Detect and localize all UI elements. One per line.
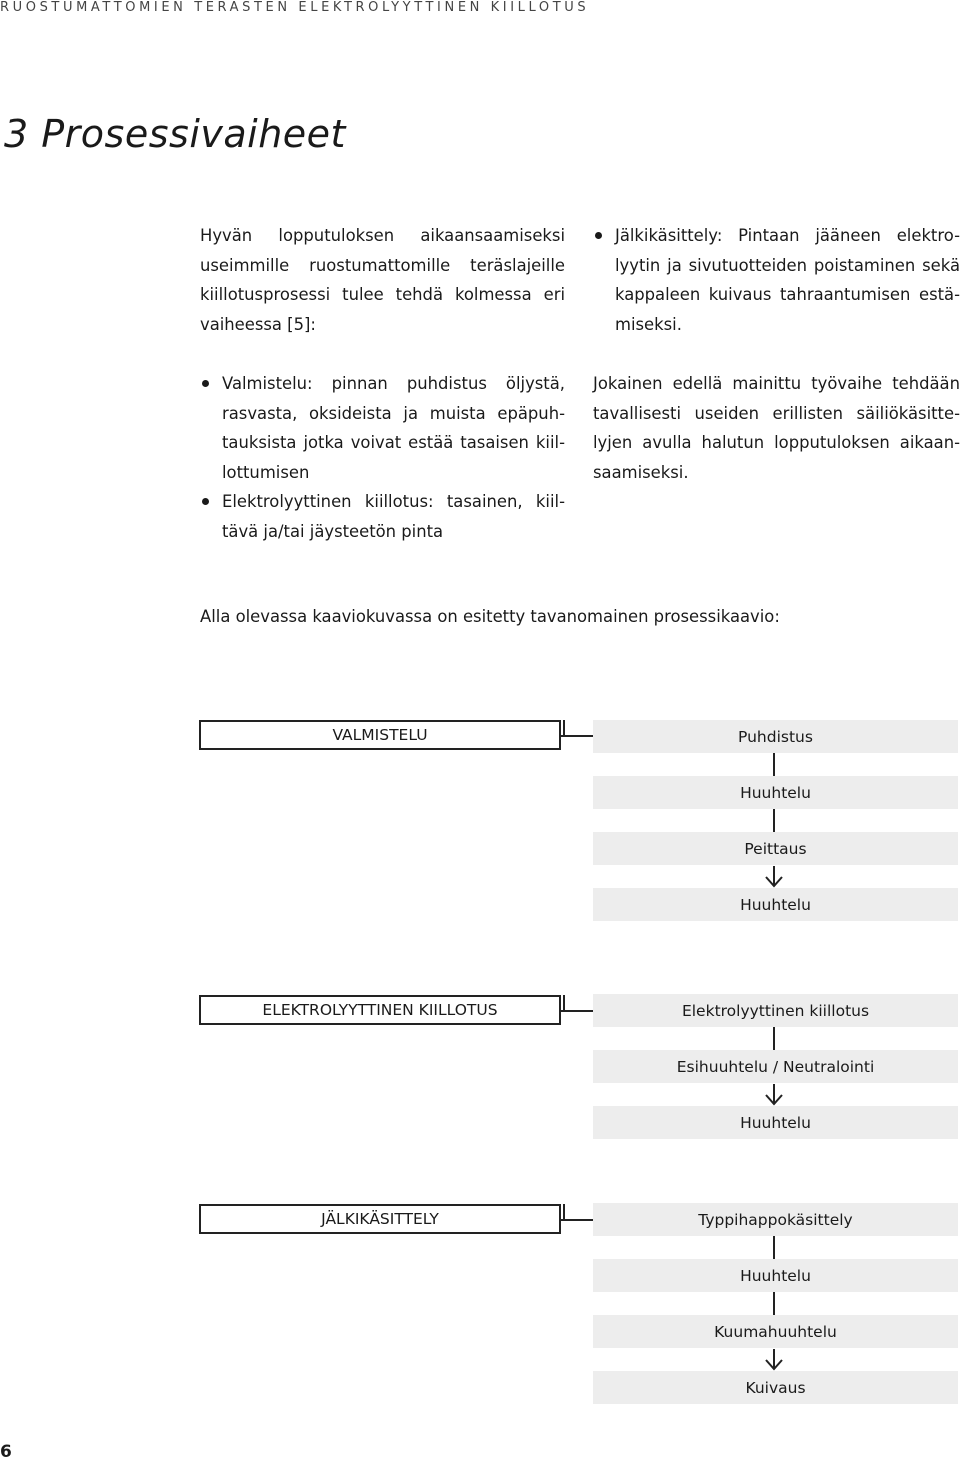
- step-box: Typpihappokäsittely: [593, 1203, 958, 1236]
- intro-line: vaiheessa [5]:: [200, 314, 316, 334]
- bullet-line: Elektrolyyttinen kiillotus: tasainen, kiil-: [222, 492, 565, 511]
- bullet-line: lottumisen: [222, 462, 310, 482]
- bullet-line: rasvasta, oksideista ja muista epäpuh-: [222, 403, 565, 423]
- step-box: Esihuuhtelu / Neutralointi: [593, 1050, 958, 1083]
- stage-box-valmistelu: VALMISTELU: [199, 720, 561, 750]
- phase-bullet-list: [200, 369, 565, 546]
- step-box: Huuhtelu: [593, 888, 958, 921]
- step-box: Kuumahuuhtelu: [593, 1315, 958, 1348]
- intro-line: Hyvän lopputuloksen aikaansaamiseksi: [200, 226, 565, 245]
- bullet-jalkikasittely: [593, 221, 960, 339]
- stage-connector-tick: [563, 720, 565, 736]
- right-text-column: [593, 221, 960, 487]
- step-link-line: [773, 1027, 775, 1050]
- step-box: Huuhtelu: [593, 776, 958, 809]
- phase-bullet-list-continued: [593, 221, 960, 339]
- bullet-line: miseksi.: [615, 314, 682, 334]
- step-link-line: [773, 809, 775, 832]
- diagram-intro: Alla olevassa kaaviokuvassa on esitetty tavanomainen prosessikaavio:: [200, 607, 780, 626]
- stage-connector: [561, 735, 593, 737]
- bullet-line: tävä ja/tai jäysteetön pinta: [222, 521, 444, 541]
- step-link-line: [773, 1292, 775, 1315]
- paragraph-line: Jokainen edellä mainittu työvaihe tehdään: [593, 374, 960, 393]
- left-text-column: [200, 221, 565, 546]
- bullet-line: Valmistelu: pinnan puhdistus öljystä,: [222, 374, 565, 393]
- bullet-valmistelu: [200, 369, 565, 487]
- chapter-title: 3 Prosessivaiheet: [4, 112, 346, 156]
- step-down-arrow-icon: [762, 1083, 786, 1106]
- paragraph-line: tavallisesti useiden erillisten säiliökäsitte-: [593, 403, 960, 423]
- stage-connector-tick: [563, 1204, 565, 1220]
- step-box: Puhdistus: [593, 720, 958, 753]
- bullet-elektrolyyttinen-kiillotus: [200, 487, 565, 546]
- stage-box-jalkikasittely: JÄLKIKÄSITTELY: [199, 1204, 561, 1234]
- running-header: RUOSTUMATTOMIEN TERÄSTEN ELEKTROLYYTTINEN KIILLOTUS: [0, 0, 590, 15]
- bullet-line: kappaleen kuivaus tahraantumisen estä-: [615, 285, 960, 304]
- stage-box-elektrolyyttinen-kiillotus: ELEKTROLYYTTINEN KIILLOTUS: [199, 995, 561, 1025]
- step-box: Elektrolyyttinen kiillotus: [593, 994, 958, 1027]
- intro-line: useimmille ruostumattomille teräslajeille: [200, 255, 565, 275]
- step-link-line: [773, 753, 775, 776]
- step-box: Kuivaus: [593, 1371, 958, 1404]
- paragraph-line: saamiseksi.: [593, 462, 689, 482]
- bullet-line: lyytin ja sivutuotteiden poistaminen sekä: [615, 255, 960, 275]
- step-box: Huuhtelu: [593, 1106, 958, 1139]
- stage-connector: [561, 1010, 593, 1012]
- step-down-arrow-icon: [762, 865, 786, 888]
- page-number: 6: [0, 1442, 12, 1462]
- step-link-line: [773, 1236, 775, 1259]
- stage-connector: [561, 1219, 593, 1221]
- paragraph-line: lyjen avulla halutun lopputuloksen aikaan-: [593, 433, 960, 452]
- stage-connector-tick: [563, 995, 565, 1011]
- bullet-line: tauksista jotka voivat estää tasaisen kiil-: [222, 433, 565, 452]
- step-box: Huuhtelu: [593, 1259, 958, 1292]
- bullet-line: Jälkikäsittely: Pintaan jääneen elektro-: [615, 226, 960, 245]
- step-down-arrow-icon: [762, 1348, 786, 1371]
- step-box: Peittaus: [593, 832, 958, 865]
- intro-line: kiillotusprosessi tulee tehdä kolmessa eri: [200, 285, 565, 304]
